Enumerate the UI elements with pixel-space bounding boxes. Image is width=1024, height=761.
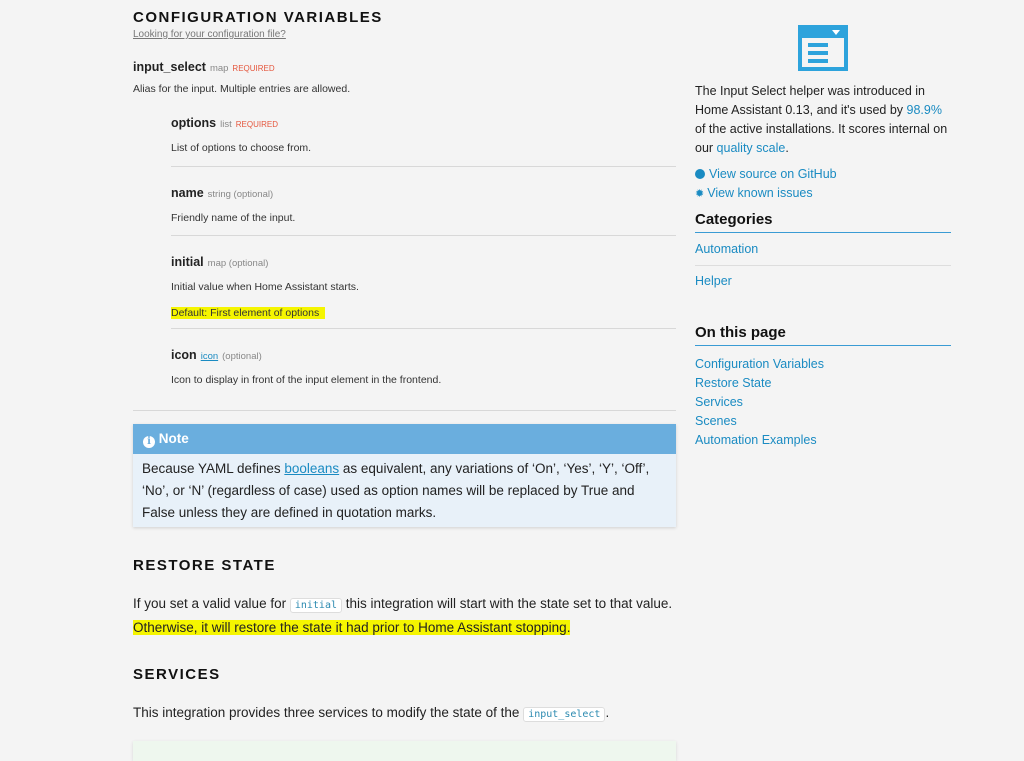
var-description: List of options to choose from. xyxy=(171,142,312,154)
intro-text: The Input Select helper was introduced in Home Assistant 0.13, and it's used by xyxy=(695,84,925,117)
github-link-label: View source on GitHub xyxy=(709,167,837,181)
para-text: . xyxy=(605,705,610,720)
toc-restore-state[interactable]: Restore State xyxy=(695,376,772,390)
usage-link[interactable]: 98.9% xyxy=(906,103,942,117)
var-name-field xyxy=(171,184,676,224)
divider xyxy=(171,166,676,167)
var-name: options xyxy=(171,116,217,130)
github-icon xyxy=(695,169,705,179)
var-name: name xyxy=(171,186,204,200)
note-text: Because YAML defines xyxy=(142,461,285,476)
para-text: this integration will start with the state set to that value. xyxy=(342,596,673,611)
categories-heading: Categories xyxy=(695,211,951,233)
para-text: If you set a valid value for xyxy=(133,596,290,611)
services-paragraph xyxy=(133,702,676,726)
booleans-link[interactable]: booleans xyxy=(284,461,340,476)
highlighted-text: Otherwise, it will restore the state it had prior to Home Assistant stopping. xyxy=(133,620,571,635)
input-select-code: input_select xyxy=(523,707,605,722)
var-type: map xyxy=(209,63,229,74)
var-name: icon xyxy=(171,348,197,362)
divider xyxy=(133,410,676,411)
note-header xyxy=(133,424,676,454)
var-type: map (optional) xyxy=(207,258,269,269)
intro-text: . xyxy=(785,141,789,155)
restore-state-paragraph xyxy=(133,593,676,639)
github-link[interactable] xyxy=(695,165,951,184)
on-this-page-list xyxy=(695,355,951,450)
known-issues-link[interactable] xyxy=(695,184,951,204)
note-text: as equivalent, any variations of ‘On’, ‘Yes’, ‘Y’, ‘Off’, ‘No’, or ‘N’ (regardless of case) used as option names will be replaced by True and False unless they are defined in quotation marks. xyxy=(142,461,650,520)
note-box xyxy=(133,424,676,527)
var-icon xyxy=(171,346,676,386)
on-this-page-heading: On this page xyxy=(695,324,951,346)
toc-scenes[interactable]: Scenes xyxy=(695,414,737,428)
var-options xyxy=(171,114,676,154)
var-description: Initial value when Home Assistant starts. xyxy=(171,281,359,293)
toc-services[interactable]: Services xyxy=(695,395,743,409)
para-text: This integration provides three services to modify the state of the xyxy=(133,705,524,720)
config-variables-heading: CONFIGURATION VARIABLES xyxy=(133,9,383,26)
integration-intro xyxy=(695,82,951,158)
intro-text: of the active installations. It scores internal on our xyxy=(695,122,948,155)
divider xyxy=(171,235,676,236)
config-file-link[interactable]: Looking for your configuration file? xyxy=(133,29,286,40)
default-value: Default: First element of options xyxy=(171,307,325,319)
required-badge: REQUIRED xyxy=(232,64,275,73)
required-badge: REQUIRED xyxy=(235,120,278,129)
var-description: Alias for the input. Multiple entries are allowed. xyxy=(133,83,351,95)
input-select-icon xyxy=(798,25,848,71)
known-issues-label: View known issues xyxy=(707,186,813,200)
toc-configuration-variables[interactable]: Configuration Variables xyxy=(695,357,825,371)
divider xyxy=(171,328,676,329)
var-type: (optional) xyxy=(222,351,262,362)
var-description: Friendly name of the input. xyxy=(171,212,296,224)
var-description: Icon to display in front of the input element in the frontend. xyxy=(171,374,442,386)
category-helper[interactable]: Helper xyxy=(695,274,732,288)
categories-list xyxy=(695,234,951,297)
quality-scale-link[interactable]: quality scale xyxy=(716,141,786,155)
toc-automation-examples[interactable]: Automation Examples xyxy=(695,433,817,447)
info-icon: i xyxy=(143,436,155,448)
code-block xyxy=(133,741,676,761)
var-name: input_select xyxy=(133,60,206,74)
source-links xyxy=(695,165,951,204)
var-type: string (optional) xyxy=(207,189,274,200)
var-initial xyxy=(171,253,676,321)
var-name: initial xyxy=(171,255,204,269)
var-input-select xyxy=(133,58,676,95)
icon-type-link[interactable]: icon xyxy=(200,351,219,362)
note-title: Note xyxy=(158,431,189,446)
restore-state-heading: RESTORE STATE xyxy=(133,557,276,574)
note-body xyxy=(133,454,676,528)
initial-code: initial xyxy=(290,598,342,613)
category-automation[interactable]: Automation xyxy=(695,234,951,266)
services-heading: SERVICES xyxy=(133,666,221,683)
bug-icon: ✹ xyxy=(695,188,705,200)
var-type: list xyxy=(220,119,232,130)
